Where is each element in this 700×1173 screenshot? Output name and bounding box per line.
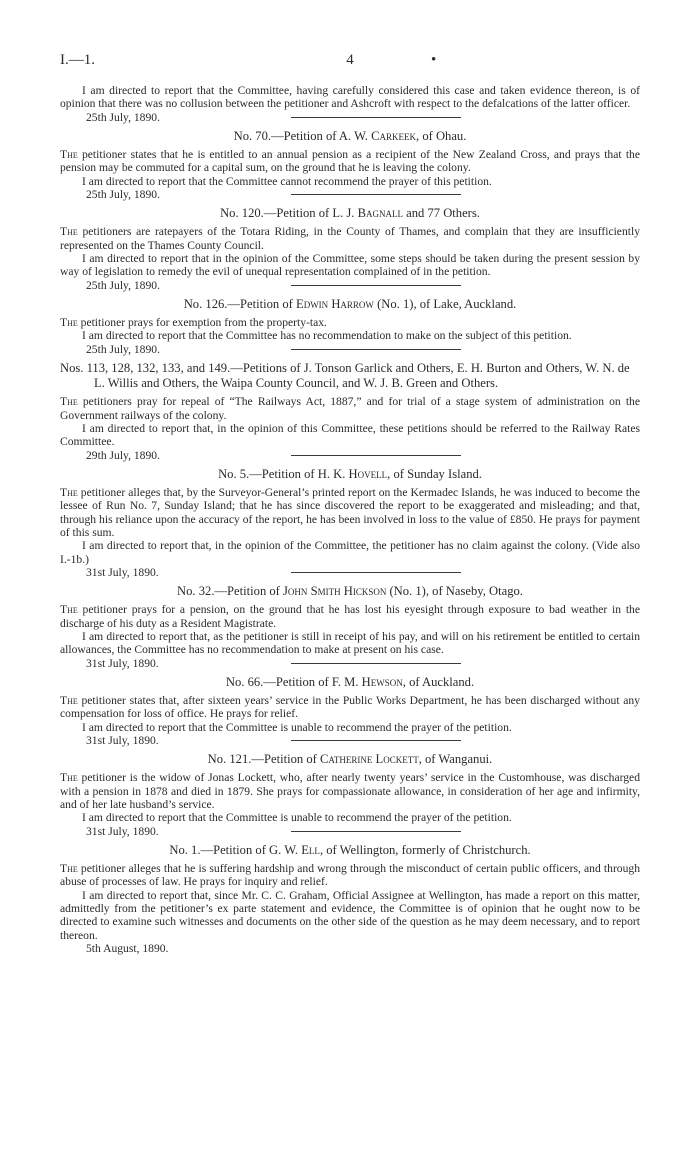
report-paragraph: I am directed to report that the Committee cannot recommend the prayer of this petition. — [82, 174, 492, 188]
statement-text: petitioner prays for exemption from the property-tax. — [77, 316, 327, 330]
petition-statement — [60, 862, 640, 889]
lead-word: The — [60, 862, 78, 876]
date-row — [60, 657, 640, 670]
petitioner-name: Hewson — [361, 675, 403, 689]
statement-text: petitioners are ratepayers of the Totara Riding, in the County of Thames, and complain that they are insufficiently represented on the Thames County Council. — [60, 225, 640, 252]
report-date: 5th August, 1890. — [86, 942, 169, 956]
report-date: 25th July, 1890. — [86, 110, 160, 124]
petitioner-name: Carkeek — [371, 129, 417, 144]
petition-title — [60, 843, 640, 858]
report-paragraph: I am directed to report that the Committee has no recommendation to make on the subject of this petition. — [82, 329, 572, 343]
petition-section — [60, 467, 640, 579]
lead-word: The — [60, 316, 78, 330]
petition-title — [60, 206, 640, 221]
petition-section — [60, 297, 640, 356]
report-date: 31st July, 1890. — [86, 565, 159, 579]
petition-title — [60, 297, 640, 312]
lead-word: The — [60, 771, 78, 785]
section-divider — [291, 740, 461, 741]
petitioner-name: Bagnall — [357, 206, 403, 221]
petition-statement — [60, 148, 640, 175]
petition-statement — [60, 316, 640, 329]
statement-text: petitioner states that he is entitled to an annual pension as a recipient of the New Zealand Cross, and prays that the pension may be commuted for a capital sum, on the ground that he is leaving the colony. — [60, 148, 640, 175]
date-row — [60, 825, 640, 838]
statement-text: petitioner alleges that, by the Surveyor-General’s printed report on the Kermadec Islands, he was induced to become the lessee of Run No. 7, Sunday Island; that he has since discovered the report to be exaggerated and misleading; and that, through his reliance upon the accuracy of the report, he has been involved in loss to the value of £850. He prays for payment of this sum. — [60, 485, 640, 539]
page-mark: • — [431, 52, 437, 68]
report-date: 29th July, 1890. — [86, 448, 160, 462]
report-date: 25th July, 1890. — [86, 188, 160, 202]
petition-title — [60, 467, 640, 482]
section-divider — [291, 455, 461, 456]
petitioner-name: John Smith Hickson — [283, 584, 387, 599]
date-row — [60, 279, 640, 292]
report-date: 31st July, 1890. — [86, 734, 159, 748]
title-suffix: , of Wanganui. — [418, 752, 493, 767]
petition-title: Nos. 113, 128, 132, 133, and 149.—Petitions of J. Tonson Garlick and Others, E. H. Burton and Others, W. N. de L. Willis and Others, the Waipa County Council, and W. J. B. Green and Others. — [60, 361, 630, 391]
date-row — [60, 942, 640, 955]
petitioner-name: Catherine Lockett — [319, 752, 419, 767]
title-prefix: No. 1.—Petition of G. W. — [169, 843, 302, 858]
title-prefix: No. 66.—Petition of F. M. — [225, 675, 362, 689]
title-suffix: , of Wellington, formerly of Christchurch. — [319, 843, 531, 858]
statement-text: petitioner prays for a pension, on the ground that he has lost his eyesight through exposure to bad weather in the discharge of his duty as a Resident Magistrate. — [60, 603, 640, 630]
report-paragraph: I am directed to report that, in the opinion of this Committee, these petitions should be referred to the Railway Rates Committee. — [60, 421, 640, 449]
lead-word: The — [60, 694, 78, 707]
section-divider — [291, 663, 461, 664]
petitioner-name: Hovell — [348, 466, 388, 481]
section-divider — [291, 831, 461, 832]
report-paragraph: I am directed to report that, in the opinion of the Committee, the petitioner has no claim against the colony. (Vide also I.-1b.) — [60, 539, 640, 566]
statement-text: petitioner is the widow of Jonas Lockett, who, after nearly twenty years’ service in the Customhouse, was discharged with a pension in 1878 and died in 1879. She prays for compassionate allowance, in consideration of her age and infirmity, and of her late husband’s service. — [60, 771, 640, 812]
statement-text: petitioner states that, after sixteen years’ service in the Public Works Department, he has been discharged without any compensation for loss of office. He prays for relief. — [60, 694, 640, 721]
petition-statement — [60, 395, 640, 422]
petition-section — [60, 843, 640, 955]
report-paragraph: I am directed to report that the Committee is unable to recommend the prayer of the petition. — [82, 811, 512, 825]
title-suffix: and 77 Others. — [402, 206, 480, 221]
title-prefix: No. 70.—Petition of A. W. — [233, 129, 372, 144]
petition-section — [60, 129, 640, 201]
title-suffix: (No. 1), of Naseby, Otago. — [386, 584, 523, 599]
petition-title — [60, 752, 640, 767]
report-paragraph: I am directed to report that the Committee, having carefully considered this case and taken evidence thereon, is of opinion that there was no collusion between the petitioner and Ashcroft with respect to the defalcations of the latter officer. — [60, 84, 640, 111]
title-prefix: No. 5.—Petition of H. K. — [218, 466, 349, 481]
petitioner-name: Ell — [301, 843, 320, 858]
section-divider — [291, 349, 461, 350]
petitioner-name: Edwin Harrow — [296, 297, 374, 312]
title-suffix: (No. 1), of Lake, Auckland. — [373, 297, 517, 312]
date-row — [60, 449, 640, 462]
statement-text: petitioners pray for repeal of “The Railways Act, 1887,” and for trial of a stage system of administration on the Government railways of the colony. — [60, 395, 640, 422]
section-divider — [291, 285, 461, 286]
lead-word: The — [60, 225, 78, 239]
petition-statement — [60, 694, 640, 721]
report-date: 31st July, 1890. — [86, 824, 159, 838]
statement-text: petitioner alleges that he is suffering hardship and wrong through the misconduct of certain public officers, and through abuse of processes of law. He prays for inquiry and relief. — [60, 862, 640, 889]
paper-reference: I.—1. — [60, 52, 95, 68]
title-suffix: , of Auckland. — [402, 675, 475, 689]
title-prefix: No. 120.—Petition of L. J. — [220, 206, 358, 221]
report-paragraph: I am directed to report that the Committee is unable to recommend the prayer of the petition. — [82, 720, 512, 734]
page-header — [60, 52, 640, 72]
petition-section — [60, 752, 640, 838]
petition-title — [60, 129, 640, 144]
date-row — [60, 343, 640, 356]
petition-title — [60, 675, 640, 690]
report-paragraph: I am directed to report that in the opinion of the Committee, some steps should be taken during the present session by way of legislation to remedy the evil of unequal representation complained of in the petition. — [60, 252, 640, 279]
document-body — [60, 84, 640, 958]
date-row — [60, 111, 640, 124]
petition-section — [60, 675, 640, 747]
title-prefix: No. 32.—Petition of — [177, 584, 284, 599]
report-paragraph: I am directed to report that, as the petitioner is still in receipt of his pay, and will on his retirement be entitled to certain allowances, the Committee has no recommendation to make at present on his case. — [60, 629, 640, 657]
petition-section — [60, 206, 640, 292]
lead-word: The — [60, 603, 78, 617]
title-prefix: No. 121.—Petition of — [207, 752, 320, 767]
title-prefix: No. 126.—Petition of — [183, 297, 296, 312]
date-row — [60, 566, 640, 579]
page-number: 4 — [346, 52, 354, 68]
lead-word: The — [60, 485, 78, 499]
petition-statement — [60, 225, 640, 252]
title-suffix: , of Sunday Island. — [387, 466, 482, 481]
lead-word: The — [60, 148, 78, 162]
date-row — [60, 734, 640, 747]
report-date: 25th July, 1890. — [86, 342, 160, 356]
petition-section — [60, 84, 640, 124]
section-divider — [291, 572, 461, 573]
petition-statement — [60, 771, 640, 811]
title-suffix: , of Ohau. — [416, 129, 467, 144]
petition-section — [60, 361, 640, 462]
date-row — [60, 188, 640, 201]
report-date: 31st July, 1890. — [86, 656, 159, 670]
petition-title — [60, 584, 640, 599]
section-divider — [291, 117, 461, 118]
petition-section — [60, 584, 640, 670]
petition-statement — [60, 486, 640, 539]
petition-statement — [60, 603, 640, 630]
section-divider — [291, 194, 461, 195]
report-paragraph: I am directed to report that, since Mr. C. C. Graham, Official Assignee at Wellington, has made a report on this matter, admittedly from the petitioner’s ex parte statement and evidence, the Committee is of opinion that he ought now to be directed to examine such witnesses and documents on the other side of the question as he may deem necessary, and to report thereon. — [60, 888, 640, 942]
report-date: 25th July, 1890. — [86, 278, 160, 292]
lead-word: The — [60, 395, 78, 409]
